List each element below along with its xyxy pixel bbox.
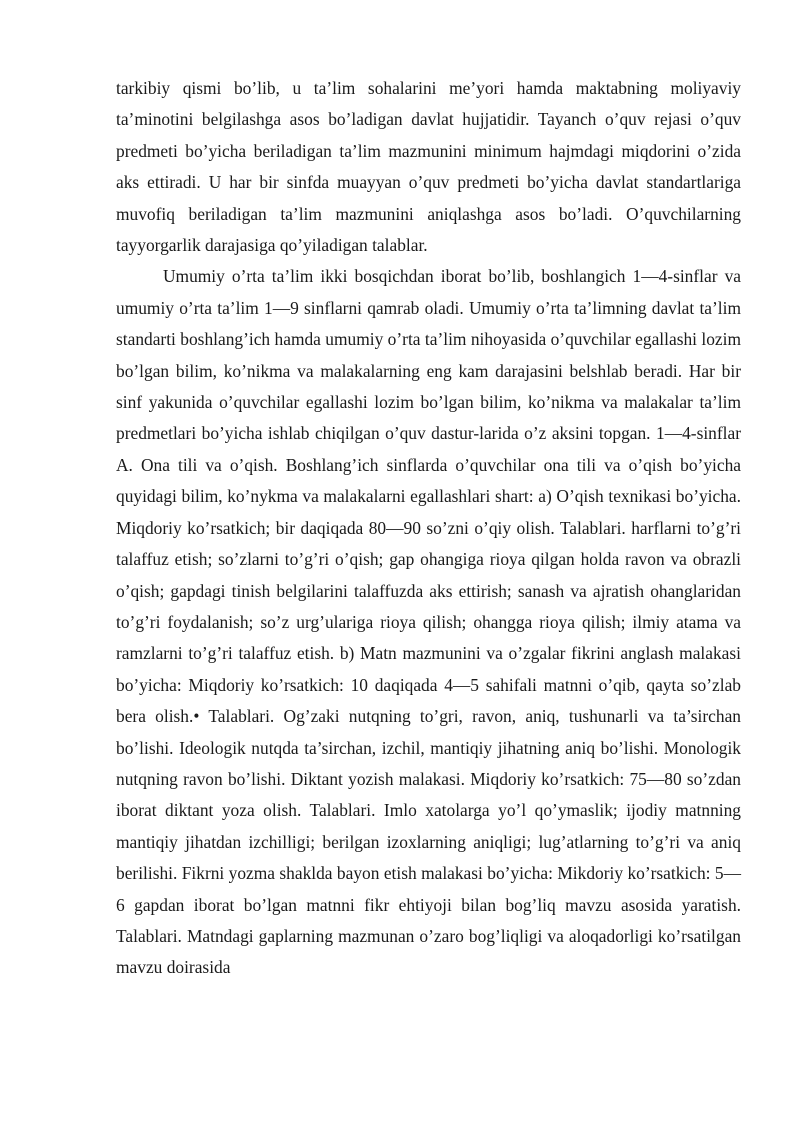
- paragraph-general-education: Umumiy o’rta ta’lim ikki bosqichdan iborat bo’lib, boshlangich 1—4-sinflar va umumiy o’rta ta’lim 1—9 sinflarni qamrab oladi. Umumiy o’rta ta’limning davlat ta’lim standarti boshlang’ich hamda umumiy o’rta ta’lim nihoyasida o’quvchilar egallashi lozim bo’lgan bilim, ko’nikma va malakalarning eng kam darajasini belshlab beradi. Har bir sinf yakunida o’quvchilar egallashi lozim bo’lgan bilim, ko’nikma va malakalar ta’lim predmetlari bo’yicha ishlab chiqilgan o’quv dastur-larida o’z aksini topgan. 1—4-sinflar A. Ona tili va o’qish. Boshlang’ich sinflarda o’quvchilar ona tili va o’qish bo’yicha quyidagi bilim, ko’nykma va malakalarni egallashlari shart: a) O’qish texnikasi bo’yicha. Miqdoriy ko’rsatkich; bir daqiqada 80—90 so’zni o’qiy olish. Talablari. harflarni to’g’ri talaffuz etish; so’zlarni to’g’ri o’qish; gap ohangiga rioya qilgan holda ravon va obrazli o’qish; gapdagi tinish belgilarini talaffuzda aks ettirish; sanash va ajratish ohanglaridan to’g’ri foydalanish; so’z urg’ulariga rioya qilish; ohangga rioya qilish; ilmiy atama va ramzlarni to’g’ri talaffuz etish. b) Matn mazmunini va o’zgalar fikrini anglash malakasi bo’yicha: Miqdoriy ko’rsatkich: 10 daqiqada 4—5 sahifali matnni o’qib, qayta so’zlab bera olish.• Talablari. Og’zaki nutqning to’gri, ravon, aniq, tushunarli va ta’sirchan bo’lishi. Ideologik nutqda ta’sirchan, izchil, mantiqiy jihatning aniq bo’lishi. Monologik nutqning ravon bo’lishi. Diktant yozish malakasi. Miqdoriy ko’rsatkich: 75—80 so’zdan iborat diktant yoza olish. Talablari. Imlo xatolarga yo’l qo’ymaslik; ijodiy matnning mantiqiy jihatdan izchilligi; berilgan izoxlarning aniqligi; lug’atlarning to’g’ri va aniq berilishi. Fikrni yozma shaklda bayon etish malakasi bo’yicha: Mikdoriy ko’rsatkich: 5—6 gapdan iborat bo’lgan matnni fikr ehtiyoji bilan bog’liq mavzu asosida yaratish. Talablari. Matndagi gaplarning mazmunan o’zaro bog’liqligi va aloqadorligi ko’rsatilgan mavzu doirasida: [116, 266, 741, 978]
- document-page: [116, 73, 741, 984]
- paragraph-continuation: tarkibiy qismi bo’lib, u ta’lim sohalarini me’yori hamda maktabning moliyaviy ta’minotini belgilashga asos bo’ladigan davlat hujjatidir. Tayanch o’quv rejasi o’quv predmeti bo’yicha beriladigan ta’lim mazmunini minimum hajmdagi miqdorini o’zida aks ettiradi. U har bir sinfda muayyan o’quv predmeti bo’yicha davlat standartlariga muvofiq beriladigan ta’lim mazmunini aniqlashga asos bo’ladi. O’quvchilarning tayyorgarlik darajasiga qo’yiladigan talablar.: [116, 78, 741, 256]
